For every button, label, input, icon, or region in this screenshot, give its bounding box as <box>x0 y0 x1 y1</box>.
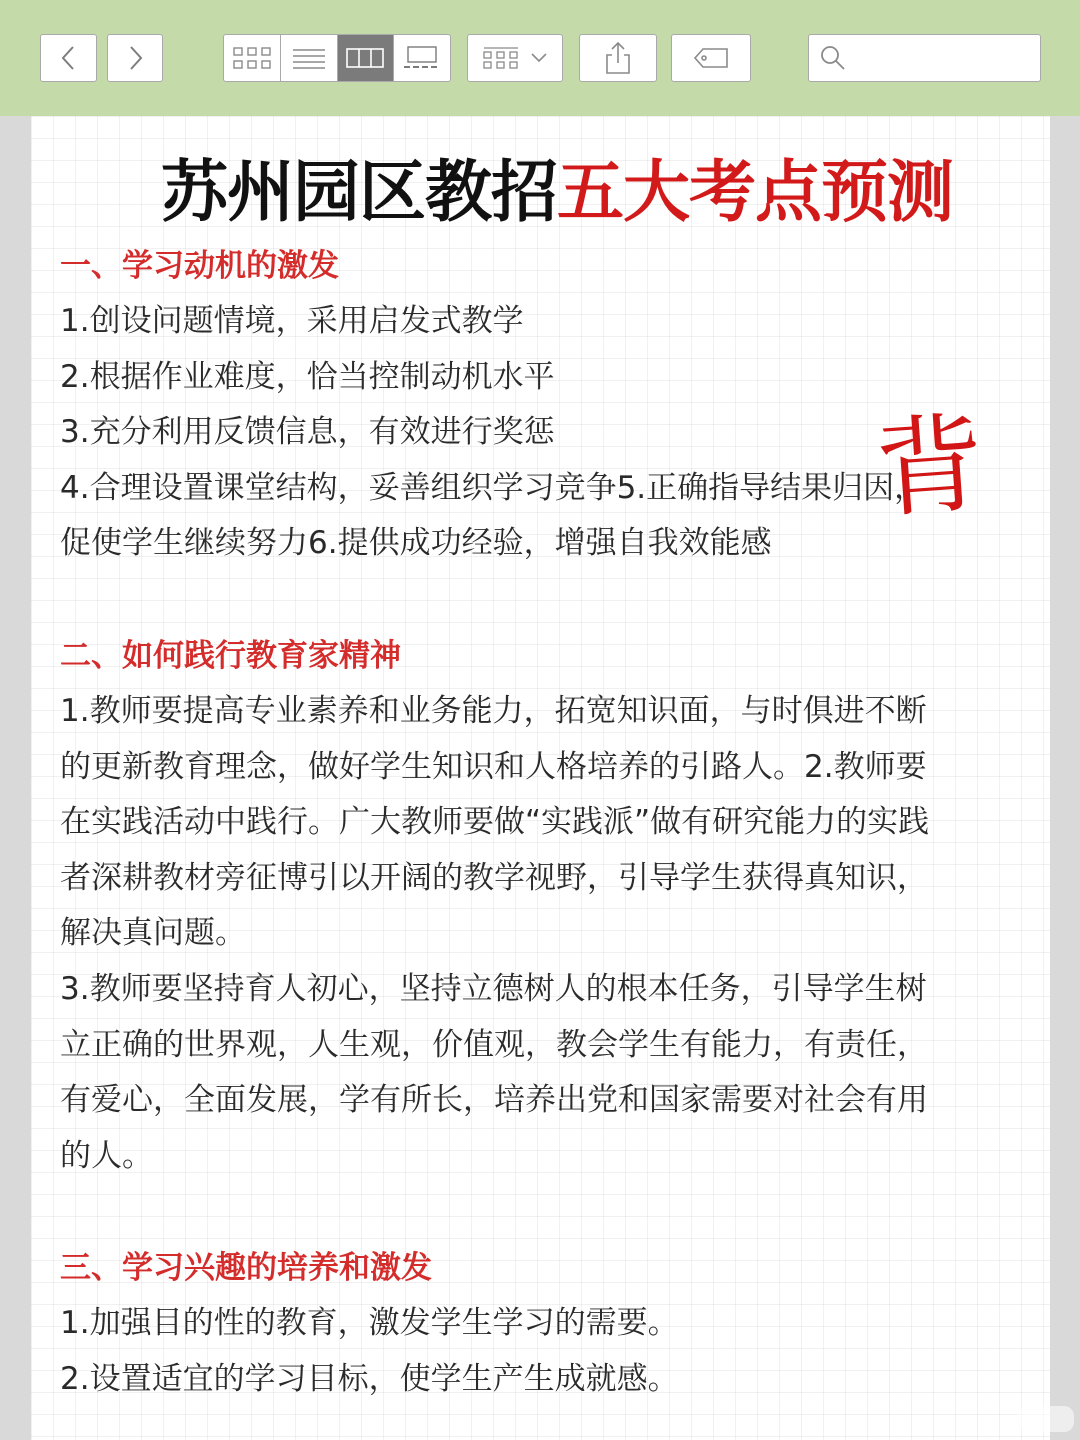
paragraph: 1.教师要提高专业素养和业务能力，拓宽知识面，与时俱进不断的更新教育理念，做好学生知识和人格培养的引路人。2.教师要在实践活动中践行。广大教师要做“实践派”做有研究能力的实践者深耕教材旁征博引以开阔的教学视野，引导学生获得真知识，解决真问题。 <box>60 693 930 952</box>
paragraph: 3.充分利用反馈信息，有效进行奖惩 <box>60 414 555 451</box>
document-page <box>31 116 1050 1440</box>
page-title <box>161 152 953 232</box>
forward-button[interactable] <box>107 34 163 82</box>
section-body <box>60 1296 950 1407</box>
share-button[interactable] <box>579 34 657 82</box>
left-sidebar <box>0 116 31 1440</box>
tag-button[interactable] <box>671 34 751 82</box>
gallery-view-button[interactable] <box>394 35 450 81</box>
share-icon <box>603 41 633 75</box>
title-red: 五大考点预测 <box>557 152 953 231</box>
right-scroll-area[interactable] <box>1050 116 1080 1440</box>
paragraph: 1.创设问题情境，采用启发式教学 <box>60 303 524 339</box>
paragraph: 1.加强目的性的教育，激发学生学习的需要。 <box>60 1305 679 1341</box>
tag-icon <box>691 46 731 70</box>
section-body <box>60 684 950 1184</box>
grid-view-button[interactable] <box>224 35 281 81</box>
back-button[interactable] <box>40 34 97 82</box>
watermark <box>1018 1406 1074 1432</box>
chevron-right-icon <box>123 44 147 72</box>
column-view-icon <box>345 46 385 70</box>
search-field[interactable] <box>808 34 1041 82</box>
title-black: 苏州园区教招 <box>161 152 557 231</box>
grid-view-icon <box>232 45 272 71</box>
chevron-down-icon <box>530 52 548 64</box>
group-by-button[interactable] <box>467 34 563 82</box>
list-view-button[interactable] <box>281 35 338 81</box>
paragraph: 3.教师要坚持育人初心，坚持立德树人的根本任务，引导学生树立正确的世界观，人生观，价值观，教会学生有能力，有责任，有爱心，全面发展，学有所长，培养出党和国家需要对社会有用的人。 <box>60 970 928 1174</box>
section-body <box>60 294 950 572</box>
toolbar <box>0 0 1080 116</box>
search-icon <box>819 44 847 72</box>
search-input[interactable] <box>855 47 1035 70</box>
gallery-view-icon <box>402 45 442 71</box>
paragraph: 2.设置适宜的学习目标，使学生产生成就感。 <box>60 1360 679 1397</box>
column-view-button[interactable] <box>338 35 395 81</box>
section-heading: 一、学习动机的激发 <box>60 248 339 284</box>
paragraph: 4.合理设置课堂结构，妥善组织学习竞争5.正确指导结果归因，促使学生继续努力6.提供成功经验，增强自我效能感 <box>60 469 926 562</box>
section-heading: 二、如何践行教育家精神 <box>60 638 401 674</box>
group-by-icon <box>482 45 522 71</box>
list-view-icon <box>291 46 327 70</box>
recite-stamp: 背 <box>871 401 989 534</box>
chevron-left-icon <box>57 44 81 72</box>
paragraph: 2.根据作业难度，恰当控制动机水平 <box>60 358 555 395</box>
section-heading: 三、学习兴趣的培养和激发 <box>60 1250 432 1286</box>
view-mode-switcher <box>223 34 451 82</box>
